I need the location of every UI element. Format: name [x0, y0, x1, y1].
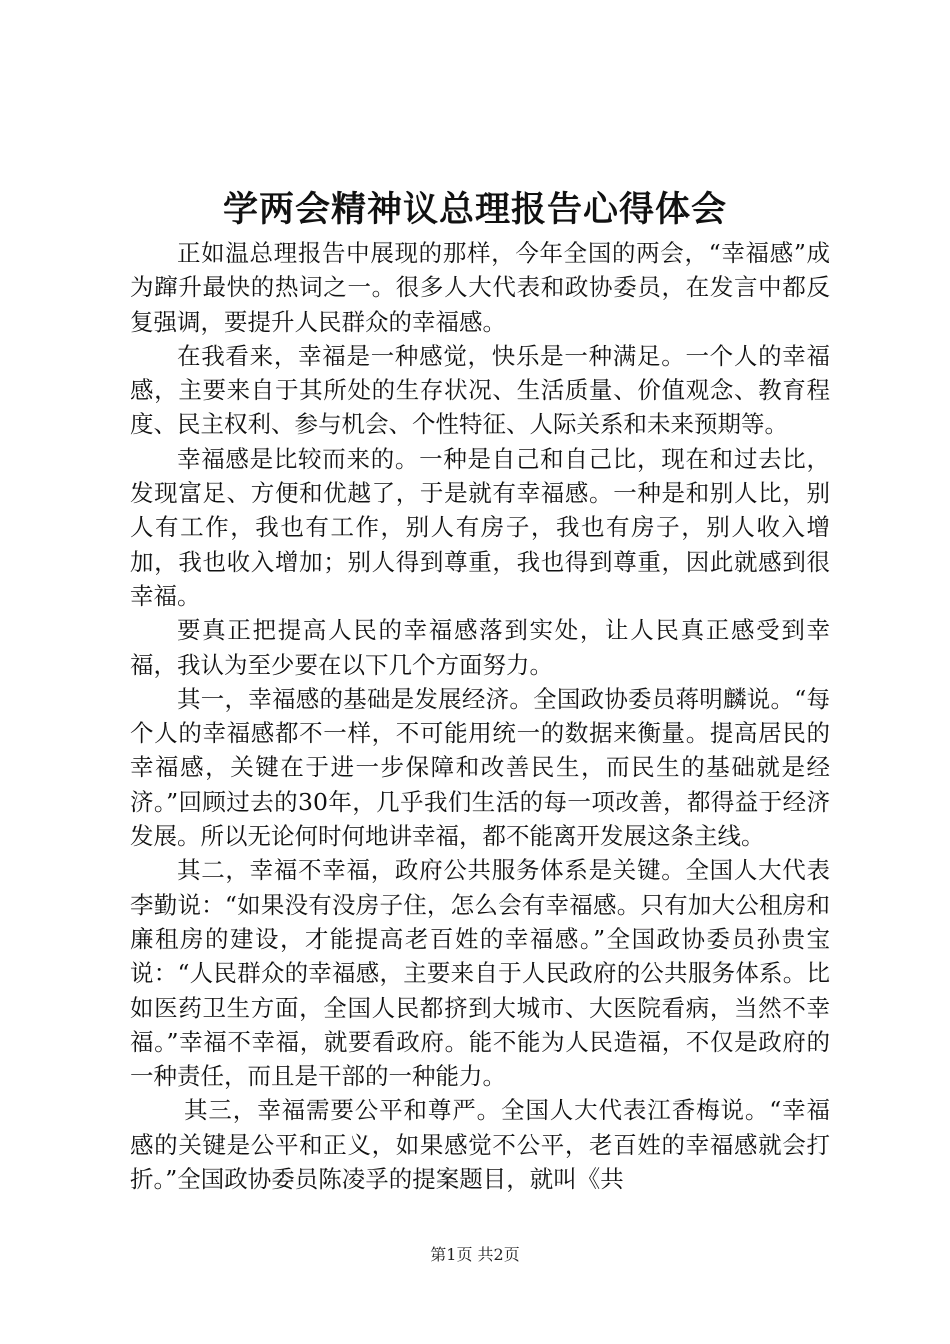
- paragraph: 幸福感是比较而来的。一种是自己和自己比，现在和过去比，发现富足、方便和优越了，于是就有幸福感。一种是和别人比，别人有工作，我也有工作，别人有房子，我也有房子，别人收入增加，我也收入增加；别人得到尊重，我也得到尊重，因此就感到很幸福。: [130, 444, 830, 610]
- paragraph: 其一，幸福感的基础是发展经济。全国政协委员蒋明麟说。“每个人的幸福感都不一样，不可能用统一的数据来衡量。提高居民的幸福感，关键在于进一步保障和改善民生，而民生的基础就是经济。”回顾过去的30年，几乎我们生活的每一项改善，都得益于经济发展。所以无论何时何地讲幸福，都不能离开发展这条主线。: [130, 684, 830, 851]
- document-title: 学两会精神议总理报告心得体会: [222, 189, 727, 230]
- paragraph: 其二，幸福不幸福，政府公共服务体系是关键。全国人大代表李勤说：“如果没有没房子住，怎么会有幸福感。只有加大公租房和廉租房的建设，才能提高老百姓的幸福感。”全国政协委员孙贵宝说：“人民群众的幸福感，主要来自于人民政府的公共服务体系。比如医药卫生方面，全国人民都挤到大城市、大医院看病，当然不幸福。”幸福不幸福，就要看政府。能不能为人民造福，不仅是政府的一种责任，而且是干部的一种能力。: [130, 856, 830, 1091]
- paragraph: 要真正把提高人民的幸福感落到实处，让人民真正感受到幸福，我认为至少要在以下几个方面努力。: [130, 616, 830, 679]
- paragraph: 正如温总理报告中展现的那样，今年全国的两会，“幸福感”成为蹿升最快的热词之一。很多人大代表和政协委员，在发言中都反复强调，要提升人民群众的幸福感。: [130, 239, 830, 336]
- paragraph: 其三，幸福需要公平和尊严。全国人大代表江香梅说。“幸福感的关键是公平和正义，如果感觉不公平，老百姓的幸福感就会打折。”全国政协委员陈凌孚的提案题目，就叫《共: [130, 1096, 830, 1194]
- document-body: [130, 236, 830, 1196]
- paragraph: 在我看来，幸福是一种感觉，快乐是一种满足。一个人的幸福感，主要来自于其所处的生存状况、生活质量、价值观念、教育程度、民主权利、参与机会、个性特征、人际关系和未来预期等。: [130, 341, 830, 439]
- page-footer: 第1页 共2页: [430, 1245, 520, 1264]
